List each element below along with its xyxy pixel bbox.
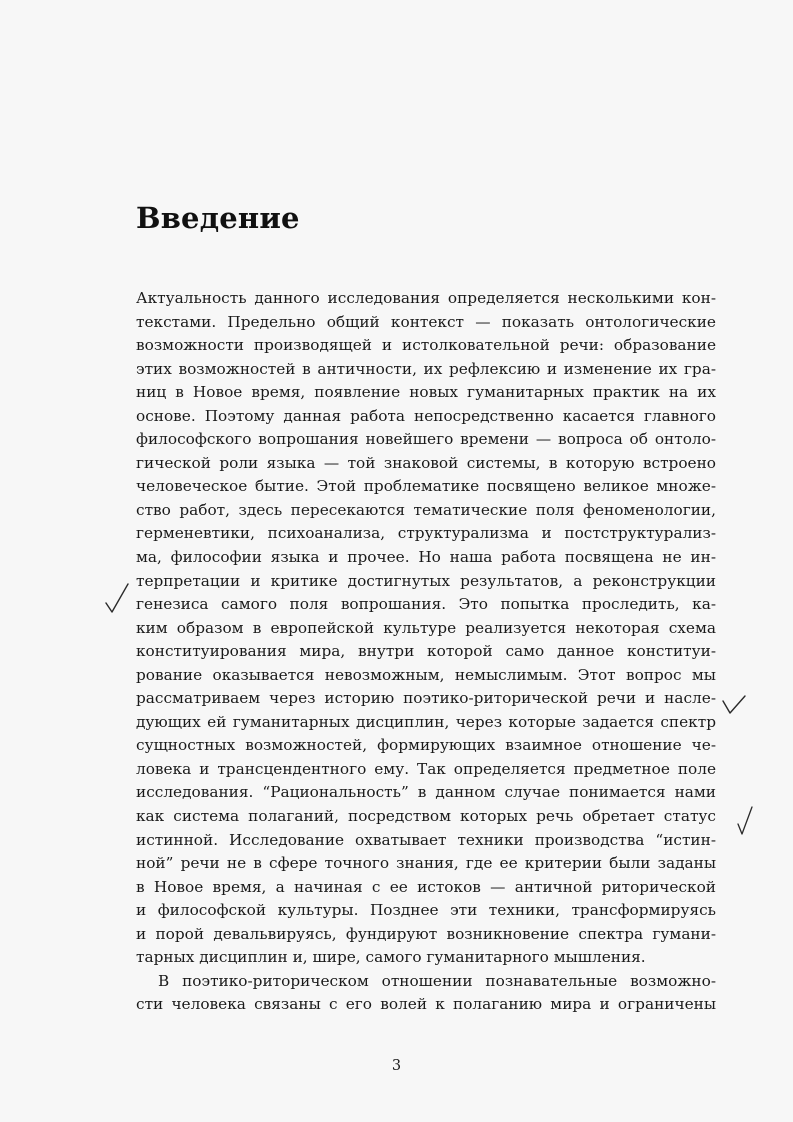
text-line <box>136 734 716 758</box>
text-line-content: в Новое время, а начиная с ее истоков — античной риторической <box>136 877 716 896</box>
text-line-content: сущностных возможностей, формирующих взаимное отношение че- <box>136 736 716 755</box>
text-line <box>136 405 716 429</box>
text-line-content: гической роли языка — той знаковой системы, в которую встроено <box>136 453 716 472</box>
text-line-content: философского вопрошания новейшего времени — вопроса об онтоло- <box>136 430 716 449</box>
text-line <box>136 687 716 711</box>
text-line <box>136 499 716 523</box>
text-line <box>136 805 716 829</box>
text-line-content: дующих ей гуманитарных дисциплин, через которые задается спектр <box>136 712 716 731</box>
text-line <box>136 829 716 853</box>
text-line <box>136 899 716 923</box>
text-line-content: и порой девальвируясь, фундируют возникновение спектра гумани- <box>136 924 716 943</box>
text-line <box>136 428 716 452</box>
text-line-content: ким образом в европейской культуре реализуется некоторая схема <box>136 618 716 637</box>
text-line <box>136 970 716 994</box>
text-line-content: ной” речи не в сфере точного знания, где ее критерии были заданы <box>136 854 716 873</box>
text-line <box>136 593 716 617</box>
text-line-content: генезиса самого поля вопрошания. Это попытка проследить, ка- <box>136 595 716 614</box>
text-line <box>136 758 716 782</box>
text-line <box>136 522 716 546</box>
text-line <box>136 711 716 735</box>
text-line-content: конституирования мира, внутри которой само данное конституи- <box>136 642 716 661</box>
text-line-content: человеческое бытие. Этой проблематике посвящено великое множе- <box>136 477 716 496</box>
text-line <box>136 923 716 947</box>
text-line-content: герменевтики, психоанализа, структурализма и постструктурализ- <box>136 524 716 543</box>
text-line <box>136 381 716 405</box>
text-line-content: ловека и трансцендентного ему. Так определяется предметное поле <box>136 759 716 778</box>
text-line-content: как система полаганий, посредством которых речь обретает статус <box>136 807 716 826</box>
body-text <box>136 287 716 1017</box>
page-number: 3 <box>391 1058 402 1074</box>
text-line-content: и философской культуры. Позднее эти техники, трансформируясь <box>136 901 716 920</box>
text-line-content: ма, философии языка и прочее. Но наша работа посвящена не ин- <box>136 548 716 567</box>
text-line <box>136 570 716 594</box>
text-line-content: исследования. “Рациональность” в данном случае понимается нами <box>136 783 716 802</box>
text-line-content: рассматриваем через историю поэтико-риторической речи и насле- <box>136 689 716 708</box>
text-line-content: тарных дисциплин и, шире, самого гуманитарного мышления. <box>136 948 646 967</box>
text-line <box>136 993 716 1017</box>
text-line-content: возможности производящей и истолковательной речи: образование <box>136 336 716 355</box>
text-line <box>136 287 716 311</box>
text-line-content: В поэтико-риторическом отношении познавательные возможно- <box>158 971 716 990</box>
text-line-content: истинной. Исследование охватывает техники производства “истин- <box>136 830 716 849</box>
text-line <box>136 475 716 499</box>
text-line <box>136 546 716 570</box>
text-line-content: ниц в Новое время, появление новых гуманитарных практик на их <box>136 383 716 402</box>
text-line-content: ство работ, здесь пересекаются тематические поля феноменологии, <box>136 500 716 519</box>
text-line <box>136 852 716 876</box>
text-line-content: этих возможностей в античности, их рефлексию и изменение их гра- <box>136 359 716 378</box>
text-line <box>136 640 716 664</box>
text-line <box>136 946 716 970</box>
text-line <box>136 334 716 358</box>
text-line-content: текстами. Предельно общий контекст — показать онтологические <box>136 312 716 331</box>
text-line <box>136 452 716 476</box>
handwritten-checkmark-icon <box>722 692 746 716</box>
chapter-heading: Введение <box>136 201 300 235</box>
text-line-content: Актуальность данного исследования определяется несколькими кон- <box>136 289 716 307</box>
text-line-content: сти человека связаны с его волей к полаганию мира и ограничены <box>136 995 716 1014</box>
text-line <box>136 876 716 900</box>
text-line <box>136 311 716 335</box>
text-line <box>136 358 716 382</box>
text-line <box>136 617 716 641</box>
handwritten-checkmark-icon <box>736 806 754 836</box>
text-line <box>136 664 716 688</box>
handwritten-checkmark-icon <box>104 583 130 615</box>
text-line-content: рование оказывается невозможным, немыслимым. Этот вопрос мы <box>136 665 716 684</box>
text-line-content: основе. Поэтому данная работа непосредственно касается главного <box>136 406 716 425</box>
text-line <box>136 781 716 805</box>
text-line-content: терпретации и критике достигнутых результатов, а реконструкции <box>136 571 716 590</box>
